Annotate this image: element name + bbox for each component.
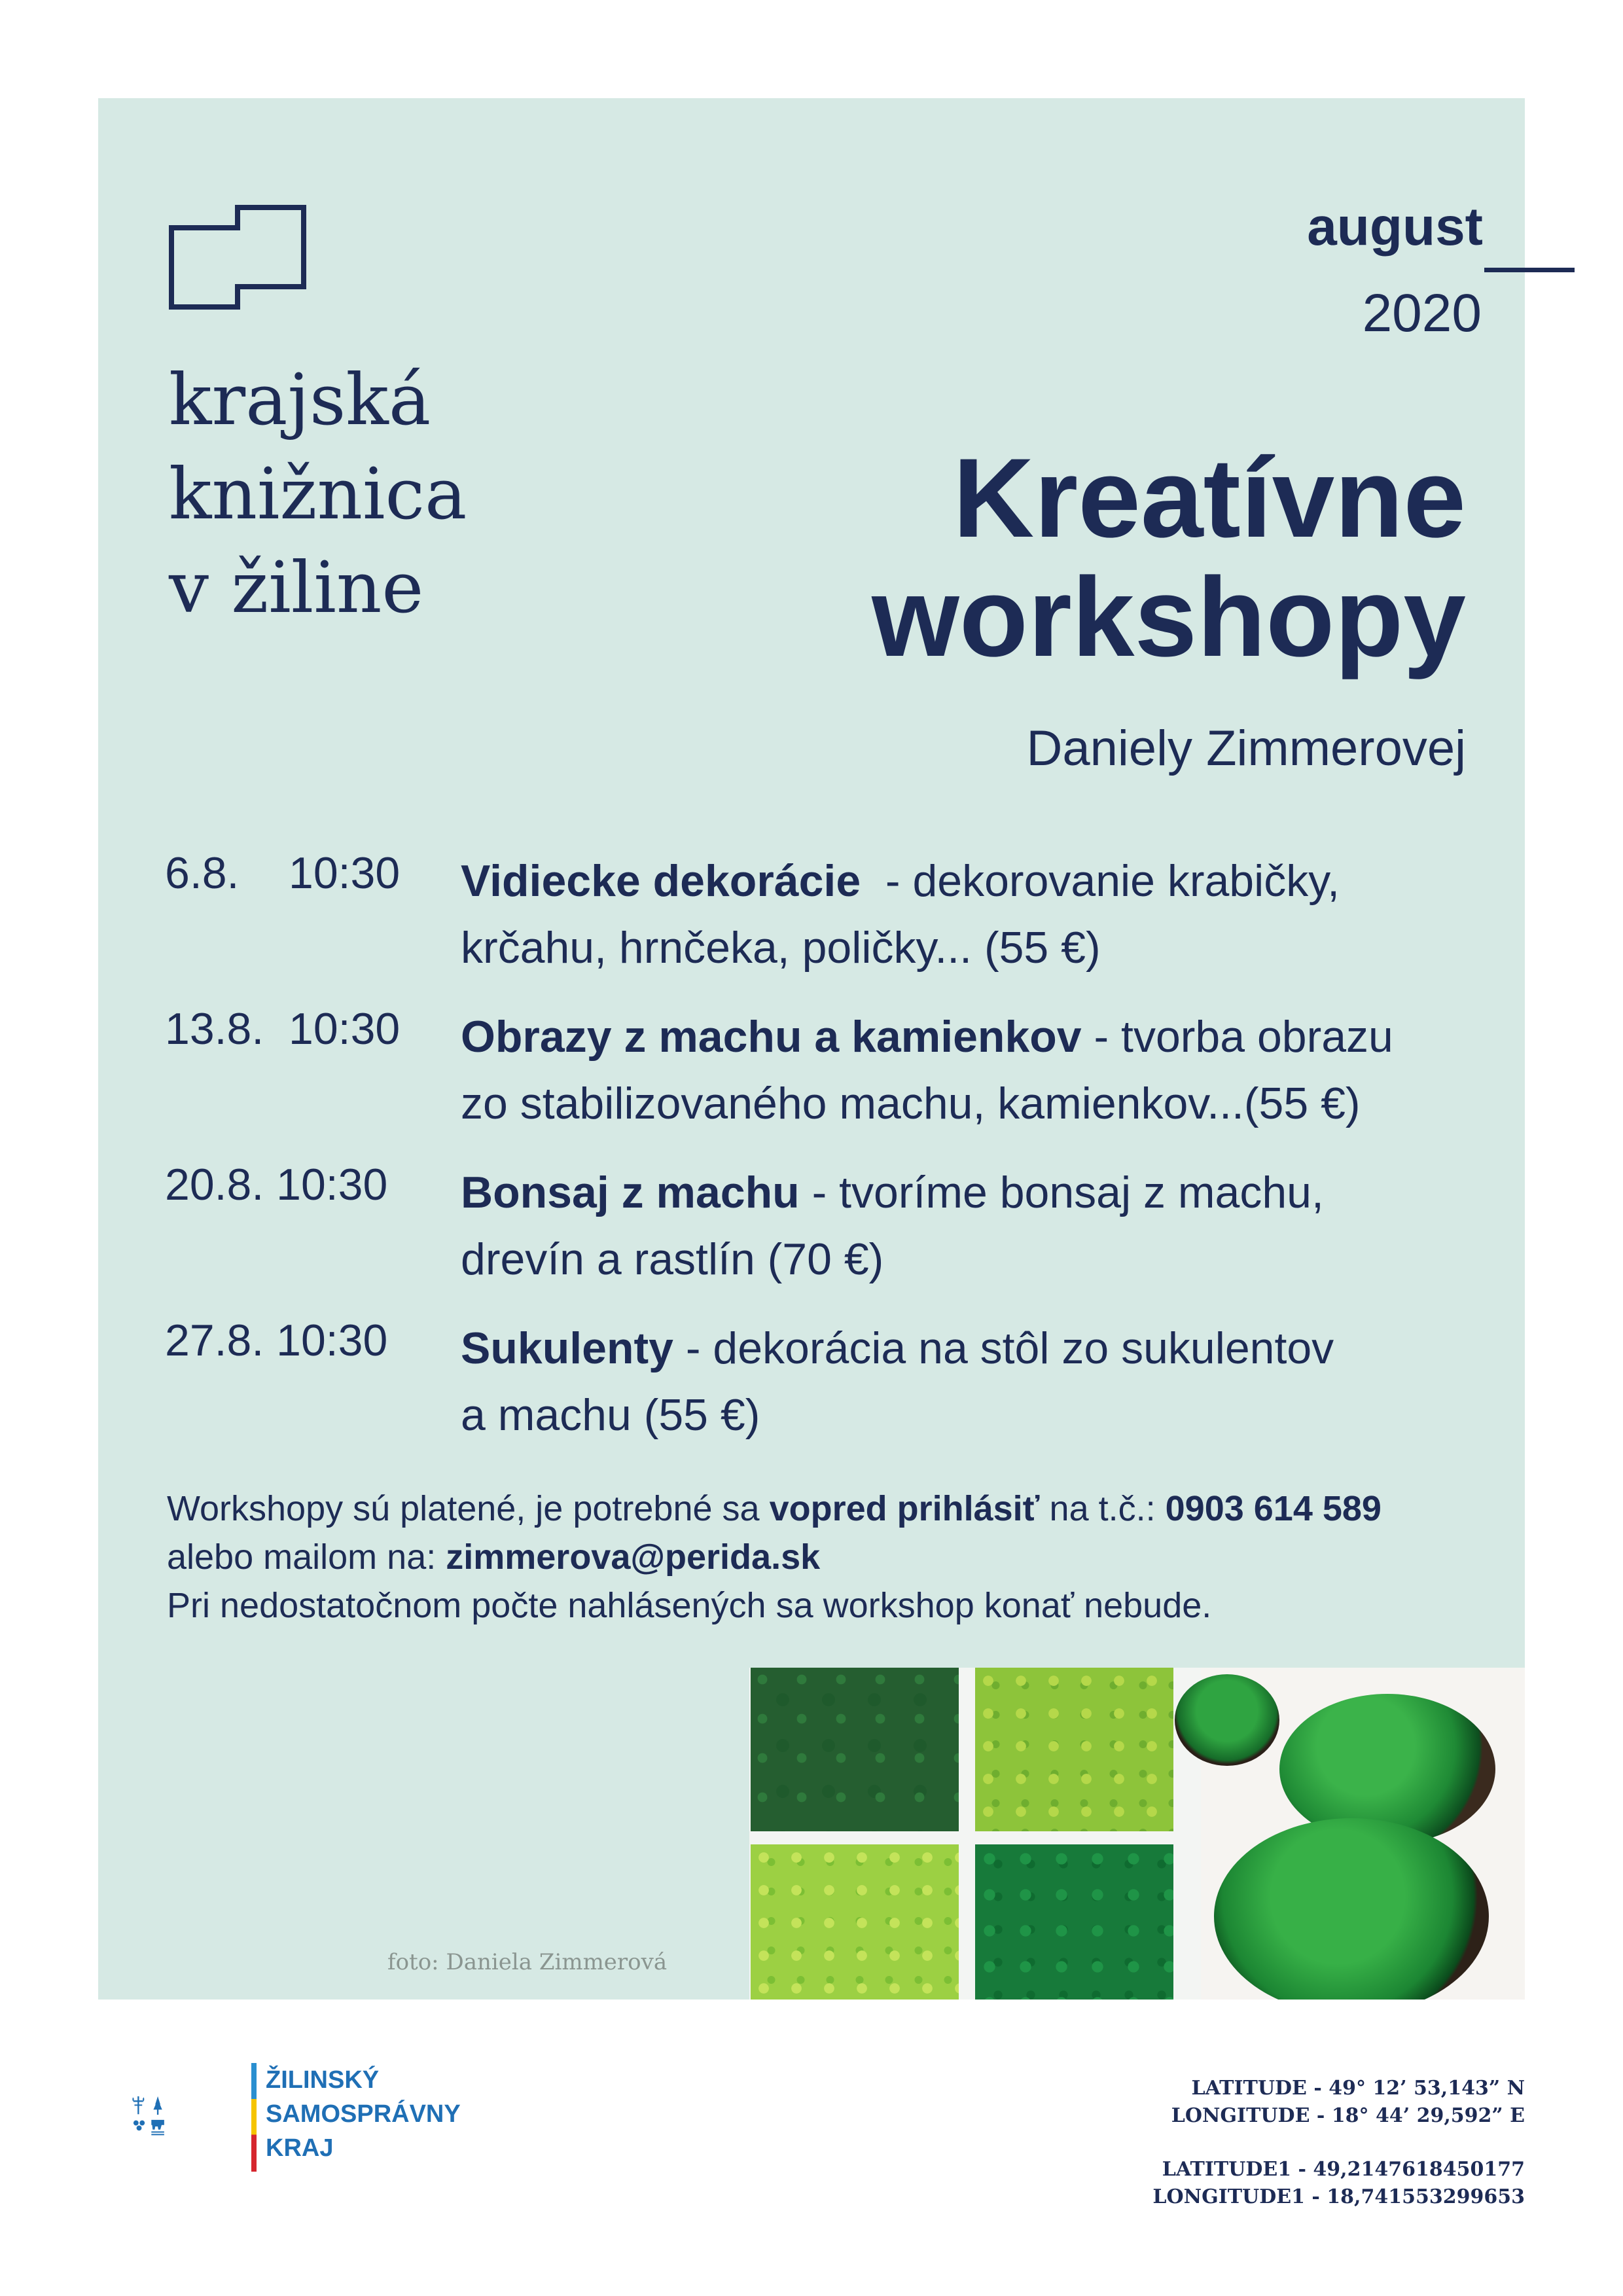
moss-photo-round-pieces [1201,1668,1525,2000]
photo-credit: foto: Daniela Zimmerová [387,1949,668,1975]
library-name-line-1: krajská [169,359,431,441]
event-description [461,1315,1521,1448]
date-month: august [1307,197,1483,257]
library-name [169,353,467,636]
email-address: zimmerova@perida.sk [446,1537,821,1577]
page-title [872,435,1466,681]
moss-photo-emerald [975,1844,1173,2000]
region-name-line-1: ŽILINSKÝ [266,2066,380,2094]
event-datetime [165,848,400,899]
event-desc-line-1: - dekorovanie krabičky, [861,856,1340,906]
event-desc-line-2: drevín a rastlín (70 €) [461,1234,884,1284]
library-name-line-2: knižnica [169,453,467,535]
region-name-line-2: SAMOSPRÁVNY [266,2100,461,2128]
event-description [461,848,1521,981]
moss-photo-light-green [975,1668,1173,1831]
event-datetime [165,1003,400,1054]
event-date: 6.8. [165,848,240,898]
latitude-dms: LATITUDE - 49° 12’ 53,143” N [1191,2077,1525,2100]
event-name: Vidiecke dekorácie [461,856,861,906]
region-coat-of-arms-icon [131,2060,249,2172]
event-time: 10:30 [289,848,401,898]
event-desc-line-2: a machu (55 €) [461,1390,760,1440]
event-desc-line-1: - dekorácia na stôl zo sukulentov [673,1323,1334,1373]
moss-photo-lime [751,1844,959,2000]
longitude-decimal: LONGITUDE1 - 18,741553299653 [1152,2185,1525,2208]
register-emphasis: vopred prihlásiť [769,1489,1040,1528]
registration-info [167,1484,1382,1630]
library-name-line-3: v žiline [169,547,424,630]
latitude-decimal: LATITUDE1 - 49,2147618450177 [1162,2158,1525,2181]
event-name: Bonsaj z machu [461,1168,800,1217]
list-item [165,848,1526,1003]
event-name: Sukulenty [461,1323,673,1373]
library-logo-icon [169,205,306,310]
event-datetime [165,1315,387,1366]
list-item [165,1315,1526,1471]
region-color-bar [251,2063,257,2172]
event-name: Obrazy z machu a kamienkov [461,1012,1082,1062]
workshop-schedule [165,848,1526,1471]
moss-photo-dark-green [751,1668,959,1831]
region-name [266,2063,461,2165]
event-time: 10:30 [289,1004,401,1054]
phone-number: 0903 614 589 [1165,1489,1382,1528]
event-desc-line-1: - tvorba obrazu [1081,1012,1393,1062]
event-desc-line-1: - tvoríme bonsaj z machu, [799,1168,1324,1217]
event-date: 27.8. [165,1316,264,1365]
moss-photos [749,1668,1525,2000]
event-time: 10:30 [276,1160,388,1210]
event-date: 20.8. [165,1160,264,1210]
event-datetime [165,1159,387,1210]
date-underline [1484,268,1575,272]
title-line-2: workshopy [872,554,1466,681]
event-desc-line-2: zo stabilizovaného machu, kamienkov...(55 €) [461,1079,1361,1128]
event-description [461,1159,1521,1293]
subtitle: Daniely Zimmerovej [1026,721,1466,776]
info-line-1: Workshopy sú platené, je potrebné sa vopred prihlásiť na t.č.: 0903 614 589 [167,1489,1382,1528]
info-line-2: alebo mailom na: zimmerova@perida.sk [167,1537,821,1577]
gps-coordinates [1152,2075,1525,2211]
event-description [461,1003,1521,1137]
title-line-1: Kreatívne [953,435,1466,561]
event-date: 13.8. [165,1004,264,1054]
list-item [165,1003,1526,1159]
moss-piece [1214,1818,1489,2000]
event-time: 10:30 [276,1316,388,1365]
region-name-line-3: KRAJ [266,2134,334,2162]
list-item [165,1159,1526,1315]
info-line-3: Pri nedostatočnom počte nahlásených sa workshop konať nebude. [167,1586,1212,1625]
date-year: 2020 [1362,283,1482,343]
moss-piece [1175,1674,1279,1766]
event-desc-line-2: krčahu, hrnčeka, poličky... (55 €) [461,923,1101,973]
longitude-dms: LONGITUDE - 18° 44’ 29,592” E [1171,2104,1525,2127]
